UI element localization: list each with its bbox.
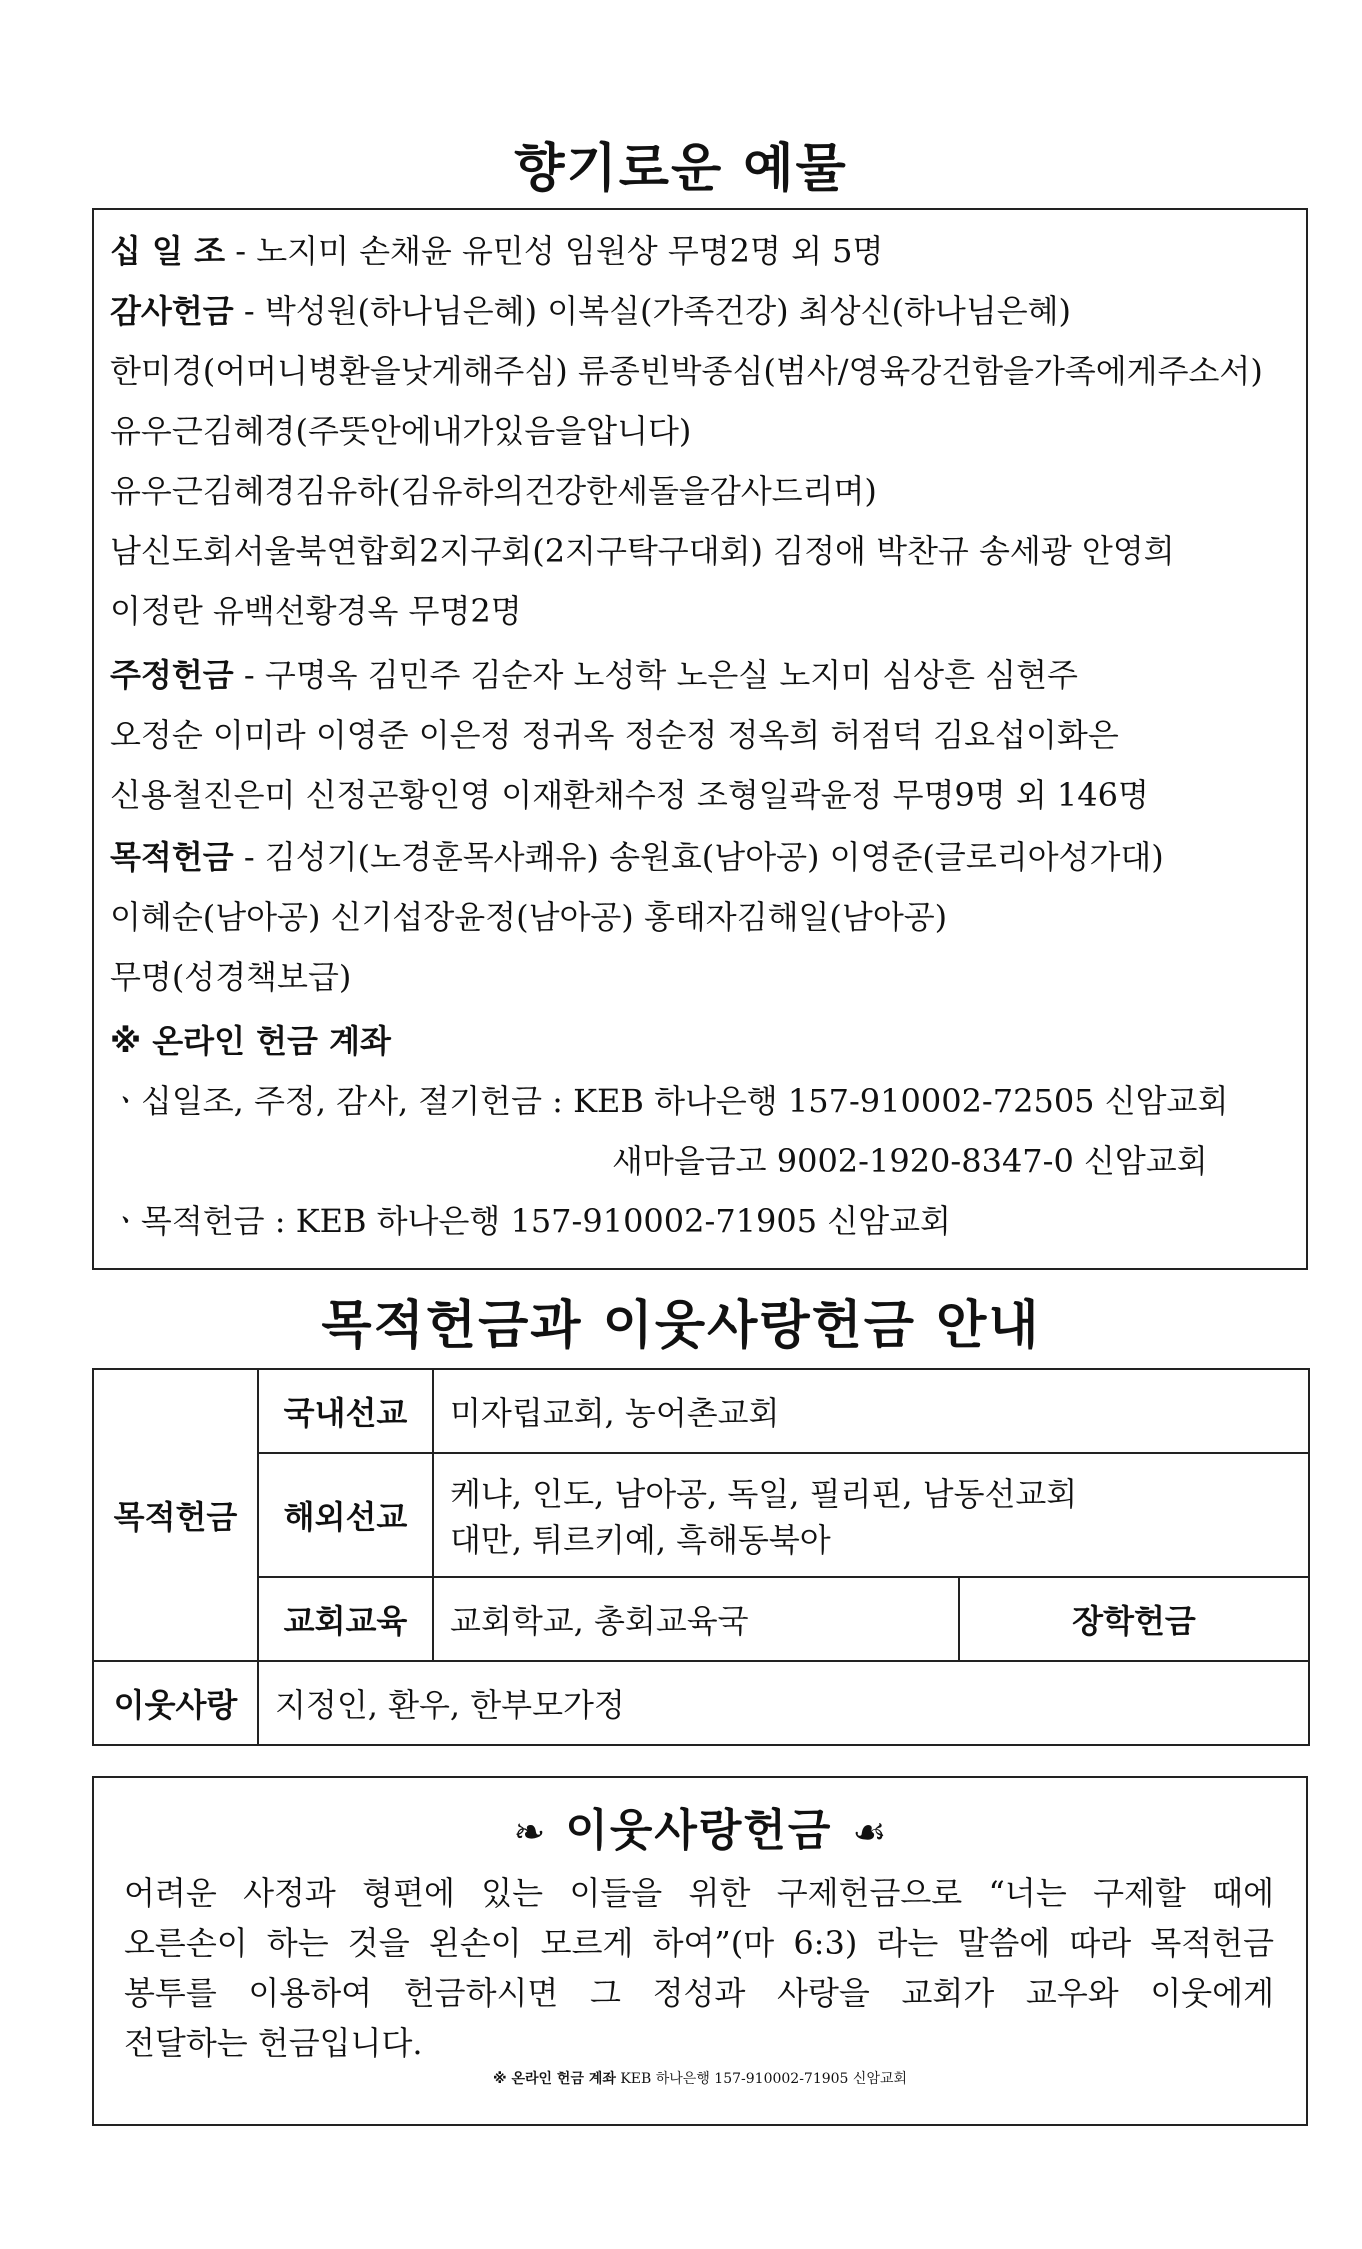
- thanks-line: 한미경(어머니병환을낫게해주심) 류종빈박종심(범사/영육강건함을가족에게주소서): [110, 352, 1263, 390]
- online-heading: ※ 온라인 헌금 계좌: [110, 1022, 391, 1060]
- thanks-line: 유우근김혜경(주뜻안에내가있음을압니다): [110, 412, 692, 450]
- neighbor-body-line: 봉투를 이용하여 헌금하시면 그 정성과 사랑을 교회가 교우와 이웃에게: [124, 1974, 1274, 2012]
- tithe-line: [110, 226, 883, 272]
- guide-table: [92, 1368, 1310, 1746]
- guide-title: 목적헌금과 이웃사랑헌금 안내: [321, 1296, 1041, 1356]
- offering-box: [92, 208, 1308, 1270]
- neighbor-online-label: ※ 온라인 헌금 계좌: [492, 2071, 616, 2087]
- thanks-line: [110, 286, 1071, 332]
- purpose-line: [110, 832, 1164, 878]
- weekly-line: 오정순 이미라 이영준 이은정 정귀옥 정순정 정옥희 허점덕 김요섭이화은: [110, 716, 1119, 754]
- thanks-line: 남신도회서울북연합회2지구회(2지구탁구대회) 김정애 박찬규 송세광 안영희: [110, 532, 1175, 570]
- neighbor-body-line: 전달하는 헌금입니다.: [124, 2024, 423, 2062]
- online-account-line: [110, 1076, 1228, 1122]
- neighbor-label: 이웃사랑: [93, 1661, 258, 1745]
- neighbor-value: 지정인, 환우, 한부모가정: [258, 1661, 1309, 1745]
- ornament-left-icon: ❧: [513, 1810, 546, 1854]
- neighbor-online-line: [94, 2068, 1306, 2088]
- domestic-mission-value: 미자립교회, 농어촌교회: [433, 1369, 1309, 1453]
- weekly-line: [110, 650, 1078, 696]
- neighbor-box: [92, 1776, 1308, 2126]
- online-account-number: KEB 하나은행 157-910002-71905 신암교회: [295, 1202, 951, 1240]
- neighbor-heading: [94, 1794, 1306, 1858]
- purpose-line: 무명(성경책보급): [110, 958, 352, 996]
- domestic-mission-label: 국내선교: [258, 1369, 433, 1453]
- purpose-names: - 김성기(노경훈목사쾌유) 송원효(남아공) 이영준(글로리아성가대): [233, 838, 1164, 876]
- purpose-line: 이혜순(남아공) 신기섭장윤정(남아공) 홍태자김해일(남아공): [110, 898, 948, 936]
- purpose-label: 목적헌금: [110, 838, 234, 876]
- neighbor-body-line: 어려운 사정과 형편에 있는 이들을 위한 구제헌금으로 “너는 구제할 때에: [124, 1874, 1274, 1912]
- online-account-label: ㆍ목적헌금 :: [110, 1202, 296, 1240]
- online-account-line: [110, 1196, 951, 1242]
- neighbor-online-account: KEB 하나은행 157-910002-71905 신암교회: [615, 2071, 908, 2087]
- online-account-label: ㆍ십일조, 주정, 감사, 절기헌금 :: [110, 1082, 574, 1120]
- weekly-label: 주정헌금: [110, 656, 234, 694]
- online-account-line: 새마을금고 9002-1920-8347-0 신암교회: [612, 1142, 1208, 1180]
- overseas-mission-line: 케냐, 인도, 남아공, 독일, 필리핀, 남동선교회: [450, 1475, 1078, 1513]
- thanks-label: 감사헌금: [110, 292, 234, 330]
- scholarship-label: 장학헌금: [959, 1577, 1309, 1661]
- thanks-names: - 박성원(하나님은혜) 이복실(가족건강) 최상신(하나님은혜): [233, 292, 1072, 330]
- ornament-right-icon: ☙: [852, 1810, 887, 1854]
- tithe-names: - 노지미 손채윤 유민성 임원상 무명2명 외 5명: [225, 232, 884, 270]
- weekly-line: 신용철진은미 신정곤황인영 이재환채수정 조형일곽윤정 무명9명 외 146명: [110, 776, 1149, 814]
- weekly-names: - 구명옥 김민주 김순자 노성학 노은실 노지미 심상흔 심현주: [233, 656, 1078, 694]
- education-label: 교회교육: [258, 1577, 433, 1661]
- tithe-label: 십 일 조: [110, 232, 226, 270]
- thanks-line: 이정란 유백선황경옥 무명2명: [110, 592, 522, 630]
- neighbor-title: 이웃사랑헌금: [565, 1805, 833, 1856]
- neighbor-body-line: 오른손이 하는 것을 왼손이 모르게 하여”(마 6:3) 라는 말씀에 따라 목적헌금: [124, 1924, 1274, 1962]
- purpose-header-cell: 목적헌금: [93, 1369, 258, 1661]
- overseas-mission-value: [433, 1453, 1309, 1577]
- offering-title: 향기로운 예물: [514, 139, 848, 199]
- education-value: 교회학교, 총회교육국: [433, 1577, 959, 1661]
- thanks-line: 유우근김혜경김유하(김유하의건강한세돌을감사드리며): [110, 472, 877, 510]
- overseas-mission-label: 해외선교: [258, 1453, 433, 1577]
- overseas-mission-line: 대만, 튀르키예, 흑해동북아: [450, 1521, 831, 1559]
- online-account-number: KEB 하나은행 157-910002-72505 신암교회: [573, 1082, 1229, 1120]
